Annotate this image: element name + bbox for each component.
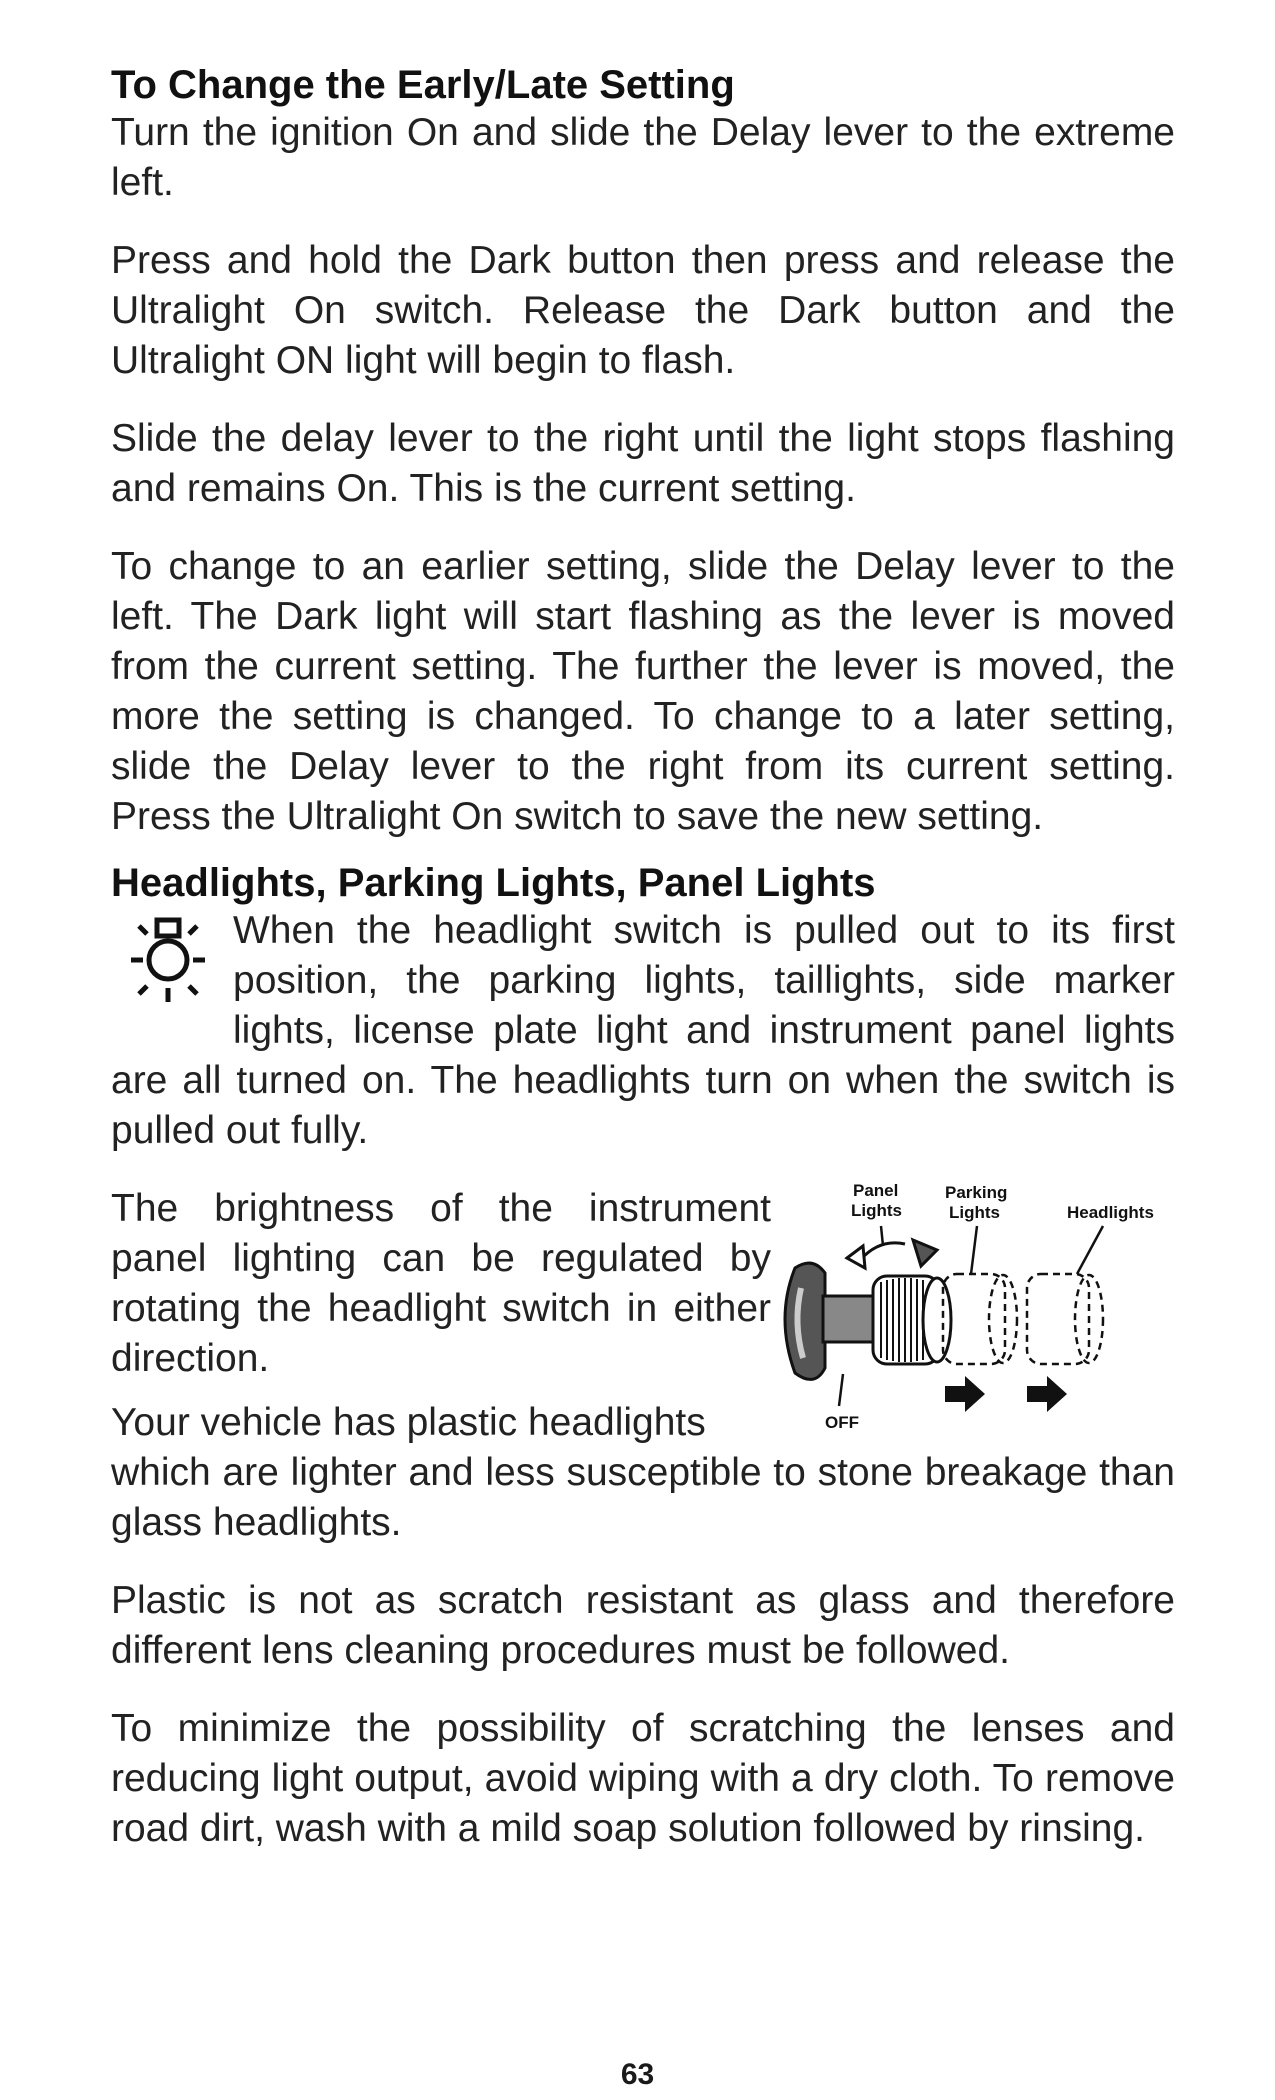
pull-arrow-2-icon [1027,1376,1067,1412]
pull-arrow-1-icon [945,1376,985,1412]
paragraph-current-setting: Slide the delay lever to the right until the light stops flashing and remains On. This is the current setting. [111,417,1175,510]
page-number: 63 [620,2058,655,2091]
paragraph-ignition: Turn the ignition On and slide the Delay lever to the extreme left. [111,111,1175,204]
label-off: OFF [825,1413,859,1432]
label-panel-2: Lights [851,1201,902,1220]
manual-page [111,62,1175,1854]
heading-early-late-setting: To Change the Early/Late Setting [111,63,735,107]
paragraph-cleaning: To minimize the possibility of scratching the lenses and reducing light output, avoid wiping with a dry cloth. To remove road dirt, wash with a mild soap solution followed by rinsing. [111,1707,1175,1850]
paragraph-brightness: The brightness of the instrument panel lighting can be regulated by rotating the headlight switch in either direction. [111,1187,771,1380]
paragraph-plastic-headlights-rest: which are lighter and less susceptible to stone breakage than glass headlights. [111,1451,1175,1544]
label-parking-2: Lights [949,1203,1000,1222]
heading-headlights: Headlights, Parking Lights, Panel Lights [111,861,876,905]
brightness-block [111,1181,1175,1548]
paragraph-headlight-switch: When the headlight switch is pulled out to its first position, the parking lights, taillights, side marker lights, license plate light and instrument panel lights are all turned on. The headlights turn on when the switch is pulled out fully. [111,909,1175,1152]
headlight-switch-diagram [765,1178,1175,1448]
switch-knob-illustration [785,1263,951,1379]
paragraph-dark-button: Press and hold the Dark button then press and release the Ultralight On switch. Release the Dark button and the Ultralight ON light will begin to flash. [111,239,1175,382]
rotation-arrows-icon [847,1240,937,1268]
leader-off [839,1374,843,1406]
headlight-switch-icon [109,912,227,1008]
label-headlights: Headlights [1067,1203,1154,1222]
headlight-paragraph-block [111,906,1175,1156]
leader-panel [881,1226,883,1246]
label-panel-1: Panel [853,1181,899,1200]
paragraph-scratch-resistant: Plastic is not as scratch resistant as glass and therefore different lens cleaning procedures must be followed. [111,1579,1175,1672]
pull-positions-dashed [943,1274,1103,1364]
paragraph-plastic-headlights-start: Your vehicle has plastic headlights [111,1401,706,1444]
leader-headlights [1077,1226,1103,1274]
label-parking-1: Parking [945,1183,1008,1202]
leader-parking [971,1226,977,1274]
paragraph-change-setting: To change to an earlier setting, slide the Delay lever to the left. The Dark light will start flashing as the lever is moved from the current setting. The further the lever is moved, the more the setting is changed. To change to a later setting, slide the Delay lever to the right from its current setting. Press the Ultralight On switch to save the new setting. [111,545,1175,838]
